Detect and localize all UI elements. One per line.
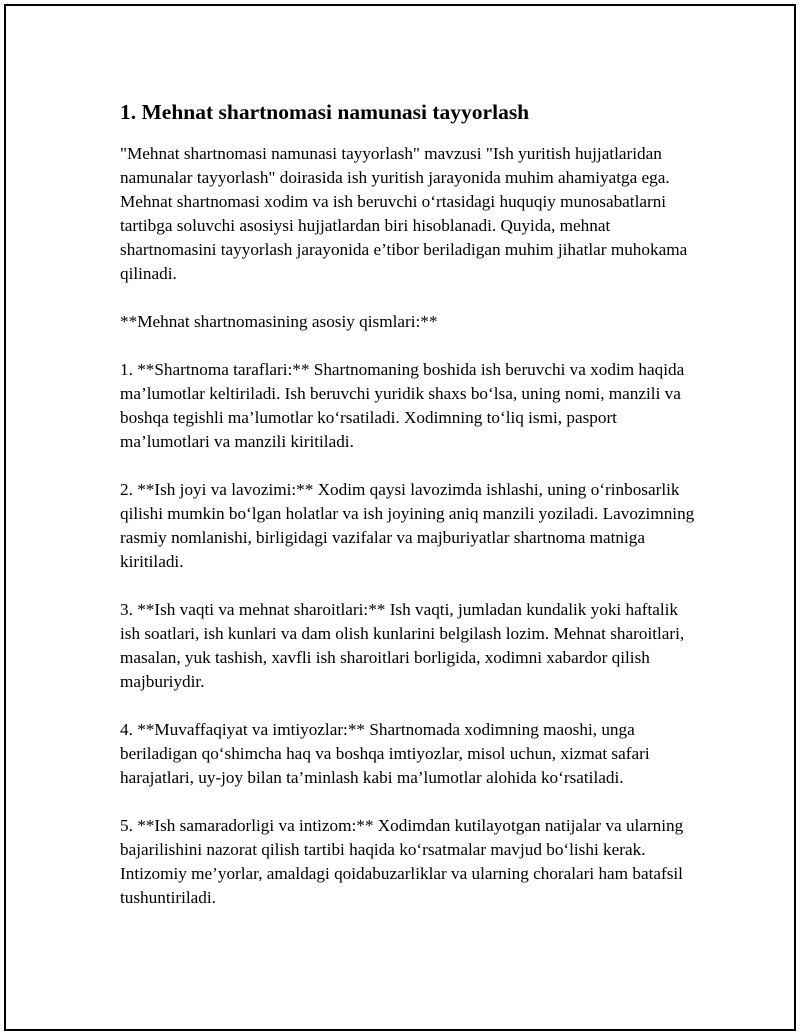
list-item: 2. **Ish joyi va lavozimi:** Xodim qaysi lavozimda ishlashi, uning o‘rinbosarlik qilishi mumkin bo‘lgan holatlar va ish joyining aniq manzili yoziladi. Lavozimning rasmiy nomlanishi, birligidagi vazifalar va majburiyatlar shartnoma matniga kiritiladi. — [120, 480, 695, 571]
document-title: 1. Mehnat shartnomasi namunasi tayyorlash — [120, 100, 530, 124]
list-item: 4. **Muvaffaqiyat va imtiyozlar:** Shartnomada xodimning maoshi, unga beriladigan qo‘shimcha haq va boshqa imtiyozlar, misol uchun, xizmat safari harajatlari, uy-joy bilan ta’minlash kabi ma’lumotlar alohida ko‘rsatiladi. — [120, 720, 650, 787]
list-item: 1. **Shartnoma taraflari:** Shartnomaning boshida ish beruvchi va xodim haqida ma’lumotlar keltiriladi. Ish beruvchi yuridik shaxs bo‘lsa, uning nomi, manzili va boshqa tegishli ma’lumotlar ko‘rsatiladi. Xodimning to‘liq ismi, pasport ma’lumotlari va manzili kiritiladi. — [120, 360, 685, 451]
list-item: 3. **Ish vaqti va mehnat sharoitlari:** Ish vaqti, jumladan kundalik yoki haftalik ish soatlari, ish kunlari va dam olish kunlarini belgilash lozim. Mehnat sharoitlari, masalan, yuk tashish, xavfli ish sharoitlari borligida, xodimni xabardor qilish majburiydir. — [120, 600, 685, 691]
section-heading: **Mehnat shartnomasining asosiy qismlari:** — [120, 312, 438, 331]
document-content — [120, 98, 700, 934]
intro-paragraph: "Mehnat shartnomasi namunasi tayyorlash" mavzusi "Ish yuritish hujjatlaridan namunalar tayyorlash" doirasida ish yuritish jarayonida muhim ahamiyatga ega. Mehnat shartnomasi xodim va ish beruvchi o‘rtasidagi huquqiy munosabatlarni tartibga soluvchi asosiysi hujjatlardan biri hisoblanadi. Quyida, mehnat shartnomasini tayyorlash jarayonida e’tibor beriladigan muhim jihatlar muhokama qilinadi. — [120, 144, 688, 283]
list-item: 5. **Ish samaradorligi va intizom:** Xodimdan kutilayotgan natijalar va ularning bajarilishini nazorat qilish tartibi haqida ko‘rsatmalar mavjud bo‘lishi kerak. Intizomiy me’yorlar, amaldagi qoidabuzarliklar va ularning choralari ham batafsil tushuntiriladi. — [120, 816, 684, 907]
document-page — [4, 4, 796, 1031]
